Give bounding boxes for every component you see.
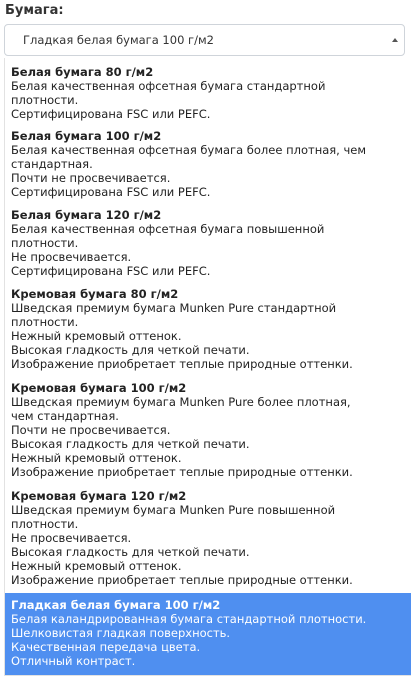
option-description-line: Высокая гладкость для четкой печати.	[11, 343, 250, 357]
option-description-line: Белая качественная офсетная бумага стандартной	[11, 79, 326, 93]
option-title: Гладкая белая бумага 100 г/м2	[11, 598, 221, 612]
paper-option-cream-120[interactable]	[5, 486, 411, 591]
option-description-line: Отличный контраст.	[11, 654, 136, 668]
paper-option-cream-80[interactable]	[5, 284, 411, 375]
option-description-line: стандартная.	[11, 157, 93, 171]
paper-option-white-120[interactable]	[5, 205, 411, 281]
option-title: Кремовая бумага 100 г/м2	[11, 381, 187, 395]
option-description-line: чем стандартная.	[11, 409, 119, 423]
option-title: Кремовая бумага 80 г/м2	[11, 287, 179, 301]
option-description-line: Шелковистая гладкая поверхность.	[11, 626, 231, 640]
paper-option-smooth-white-100-selected[interactable]	[5, 593, 411, 675]
option-description-line: Шведская премиум бумага Munken Pure повышенной	[11, 503, 336, 517]
paper-field-label: Бумага:	[5, 3, 64, 18]
option-description-line: Высокая гладкость для четкой печати.	[11, 545, 250, 559]
option-description-line: Сертифицирована FSC или PEFC.	[11, 107, 211, 121]
option-description-line: Качественная передача цвета.	[11, 640, 201, 654]
option-description-line: Почти не просвечивается.	[11, 171, 171, 185]
option-description-line: плотности.	[11, 315, 79, 329]
option-description-line: Белая качественная офсетная бумага более плотная, чем	[11, 143, 367, 157]
chevron-up-icon	[392, 38, 398, 42]
option-description-line: плотности.	[11, 93, 79, 107]
paper-option-white-80[interactable]	[5, 62, 411, 123]
paper-option-white-100[interactable]	[5, 126, 411, 202]
option-title: Белая бумага 80 г/м2	[11, 65, 154, 79]
option-description-line: Сертифицирована FSC или PEFC.	[11, 264, 211, 278]
option-description-line: Почти не просвечивается.	[11, 423, 171, 437]
option-description-line: плотности.	[11, 236, 79, 250]
paper-select[interactable]	[4, 24, 405, 56]
option-description-line: Не просвечивается.	[11, 531, 132, 545]
option-description-line: Белая каландрированная бумага стандартной плотности.	[11, 612, 367, 626]
option-description-line: Шведская премиум бумага Munken Pure более плотная,	[11, 395, 351, 409]
paper-option-cream-100[interactable]	[5, 378, 411, 483]
option-description-line: Нежный кремовый оттенок.	[11, 559, 182, 573]
option-description-line: плотности.	[11, 517, 79, 531]
paper-options-list	[4, 58, 411, 676]
option-title: Белая бумага 100 г/м2	[11, 129, 162, 143]
option-description-line: Изображение приобретает теплые природные оттенки.	[11, 357, 353, 371]
option-description-line: Белая качественная офсетная бумага повышенной	[11, 222, 325, 236]
paper-select-value: Гладкая белая бумага 100 г/м2	[23, 33, 214, 47]
option-description-line: Нежный кремовый оттенок.	[11, 451, 182, 465]
option-description-line: Шведская премиум бумага Munken Pure стандартной	[11, 301, 337, 315]
option-title: Белая бумага 120 г/м2	[11, 208, 162, 222]
option-description-line: Не просвечивается.	[11, 250, 132, 264]
option-description-line: Нежный кремовый оттенок.	[11, 329, 182, 343]
option-description-line: Сертифицирована FSC или PEFC.	[11, 185, 211, 199]
option-description-line: Изображение приобретает теплые природные оттенки.	[11, 573, 353, 587]
option-description-line: Высокая гладкость для четкой печати.	[11, 437, 250, 451]
option-title: Кремовая бумага 120 г/м2	[11, 489, 187, 503]
option-description-line: Изображение приобретает теплые природные оттенки.	[11, 465, 353, 479]
